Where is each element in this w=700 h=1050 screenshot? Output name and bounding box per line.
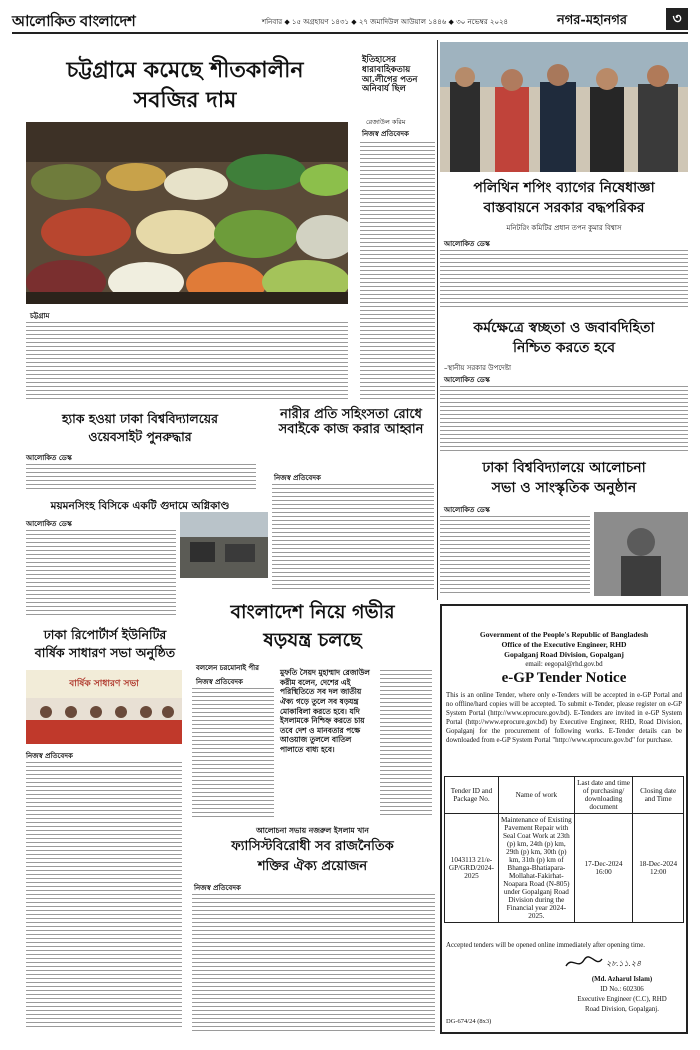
dhaka-web-headline-line2: ওয়েবসাইট পুনরুদ্ধার — [88, 429, 192, 444]
polythene-event-photo — [440, 42, 688, 172]
signer-office: Road Division, Gopalganj. — [585, 1006, 659, 1013]
workplace-subheadline: –স্থানীয় সরকার উপদেষ্টা — [444, 364, 512, 372]
conspiracy-kicker: বললেন চরমোনাই পীর — [196, 664, 260, 672]
antifascist-headline-line2: শক্তির ঐক্য প্রয়োজন — [257, 859, 368, 874]
conspiracy-dateline: নিজস্ব প্রতিবেদক — [196, 678, 243, 686]
tender-col-closing: Closing date and Time — [633, 777, 684, 814]
vegetable-market-photo — [26, 122, 348, 304]
tender-col-id: Tender ID and Package No. — [445, 777, 499, 814]
column-divider — [437, 40, 438, 600]
tender-body: This is an online Tender, where only e-Tenders will be accepted in e-GP Portal and no offline/hard copies will be accepted. To submit e-Tender, please register on e-GP System Portal (http://www.eprocure.gov.bd). E-Tenders are invited in e-GP System Portal (http://www.eprocure.gov.bd) by Executive Engineer, RHD, Road Division, Gopalganj for the procurement of following works. E-Tender details can be downloaded from e-GP System Portal "http://www.eprocure.gov.bd" for purchase. — [446, 692, 682, 744]
reporters-dateline: নিজস্ব প্রতিবেদক — [26, 752, 73, 760]
reporters-banner-text: বার্ষিক সাধারণ সভা — [69, 679, 139, 689]
reporters-meeting-photo — [26, 670, 182, 744]
lead-photo-caption: চট্টগ্রাম — [30, 312, 50, 320]
polythene-body-text — [440, 248, 688, 310]
conspiracy-body-text-right — [380, 668, 432, 818]
du-culture-body-text — [440, 514, 590, 596]
conspiracy-headline-line2: ষড়যন্ত্র চলছে — [263, 629, 362, 651]
antifascist-kicker: আলোচনা সভায় নজরুল ইসলাম খান — [256, 826, 369, 835]
section-name: নগর-মহানগর — [557, 13, 628, 28]
women-headline: নারীর প্রতি সহিংসতা রোধে সবাইকে কাজ করার আহ্বান — [278, 407, 424, 437]
tender-org-line1: Government of the People's Republic of Bangladesh — [479, 630, 649, 639]
table-row — [445, 814, 684, 923]
dhaka-web-body-text — [26, 462, 256, 492]
workplace-body-text — [440, 384, 688, 452]
du-culture-headline-line2: সভা ও সাংস্কৃতিক অনুষ্ঠান — [491, 480, 637, 496]
reporters-headline-line2: বার্ষিক সাধারণ সভা অনুষ্ঠিত — [34, 645, 176, 660]
dateline: শনিবার ◆ ১৫ অগ্রহায়ণ ১৪৩১ ◆ ২৭ জমাদিউল আউয়াল ১৪৪৬ ◆ ৩০ নভেম্বর ২০২৪ — [262, 18, 509, 26]
tender-col-purchase: Last date and time of purchasing/ downloading document — [574, 777, 633, 814]
dhaka-web-headline-line1: হ্যাক হওয়া ঢাকা বিশ্ববিদ্যালয়ের — [61, 411, 219, 426]
tender-org-line2: Office of the Executive Engineer, RHD — [501, 640, 627, 649]
lead-headline-line2: সবজির দাম — [133, 87, 237, 113]
tender-footer-note: Accepted tenders will be opened online immediately after opening time. — [446, 942, 645, 949]
tender-org-line3: Gopalganj Road Division, Gopalganj — [504, 650, 624, 659]
tender-email: email: eegopal@rhd.gov.bd — [525, 660, 603, 668]
polythene-dateline: আলোকিত ডেস্ক — [444, 240, 490, 248]
women-body-text — [272, 482, 434, 592]
du-culture-dateline: আলোকিত ডেস্ক — [444, 506, 490, 514]
du-culture-headline-line1: ঢাকা বিশ্ববিদ্যালয়ে আলোচনা — [482, 460, 646, 476]
dhaka-web-dateline: আলোকিত ডেস্ক — [26, 454, 72, 462]
conspiracy-body-text-left — [192, 686, 274, 818]
tender-purchase-cell: 17-Dec-2024 16:00 — [574, 814, 633, 923]
page-number: ৩ — [666, 8, 688, 30]
signature-date: ২৮.১১.২৪ — [606, 959, 642, 968]
mymensingh-dateline: আলোকিত ডেস্ক — [26, 520, 72, 528]
signature-mark — [564, 956, 604, 970]
history-body-text — [360, 140, 435, 400]
tender-table — [444, 776, 684, 923]
tender-title: e-GP Tender Notice — [501, 670, 627, 686]
signer-name: (Md. Azharul Islam) — [591, 976, 653, 983]
signer-id: ID No.: 602306 — [600, 986, 644, 993]
antifascist-body-text — [192, 892, 435, 1032]
workplace-dateline: আলোকিত ডেস্ক — [444, 376, 490, 384]
tender-work-cell: Maintenance of Existing Pavement Repair with Seal Coat Work at 23th (p) km, 24th (p) km, 29th (p) km, 30th (p) km, 31th (p) km of Bhanga-Bhatiapara-Mollahat-Fakirhat-Noapara Road (N-805) under Gopalganj Road Division during the Financial year 2024-2025. — [498, 814, 574, 923]
mymensingh-fire-photo — [180, 512, 268, 578]
du-culture-photo — [594, 512, 688, 596]
tender-notice-box — [440, 604, 688, 1034]
dg-number: DG-674/24 (8x3) — [446, 1018, 492, 1025]
history-byline: রেজাউল করিম — [366, 118, 406, 126]
lead-headline-line1: চট্টগ্রামে কমেছে শীতকালীন — [66, 57, 304, 83]
mymensingh-body-text — [26, 528, 176, 618]
newspaper-logo: আলোকিত বাংলাদেশ — [12, 12, 136, 30]
antifascist-dateline: নিজস্ব প্রতিবেদক — [194, 884, 241, 892]
antifascist-headline-line1: ফ্যাসিস্টবিরোধী সব রাজনৈতিক — [231, 839, 394, 854]
conspiracy-pull-quote: মুফতি সৈয়দ মুহাম্মাদ রেজাউল করীম বলেন, দেশের এই পরিস্থিতিতে সব দল জাতীয় ঐক্য গড়ে তুলে সব ষড়যন্ত্র মোকাবিলা করতে হবে। যদি ইসলামকে নিশ্চিহ্ন করতে চায় তবে দেশ ও মানবতার পক্ষে আওয়াজ তুললে বাতিল পালাতে বাধ্য হবে। — [280, 668, 370, 754]
masthead — [12, 8, 688, 34]
lead-reporter: নিজস্ব প্রতিবেদক — [362, 130, 409, 138]
tender-closing-cell: 18-Dec-2024 12:00 — [633, 814, 684, 923]
lead-body-text — [26, 320, 348, 402]
workplace-headline-line1: কর্মক্ষেত্রে স্বচ্ছতা ও জবাবদিহিতা — [473, 320, 655, 336]
workplace-headline-line2: নিশ্চিত করতে হবে — [512, 340, 616, 356]
tender-col-work: Name of work — [498, 777, 574, 814]
signer-title: Executive Engineer (C.C), RHD — [577, 996, 667, 1003]
women-dateline: নিজস্ব প্রতিবেদক — [274, 474, 321, 482]
mymensingh-headline: ময়মনসিংহ বিসিকে একটি গুদামে অগ্নিকাণ্ড — [50, 500, 230, 512]
polythene-headline-line1: পলিথিন শপিং ব্যাগের নিষেধাজ্ঞা — [473, 180, 655, 196]
polythene-headline-line2: বাস্তবায়নে সরকার বদ্ধপরিকর — [483, 200, 645, 216]
reporters-body-text — [26, 760, 182, 1030]
tender-id-cell: 1043113 21/e-GP/GRD/2024-2025 — [445, 814, 499, 923]
polythene-subheadline: মনিটরিং কমিটির প্রধান তপন কুমার বিশ্বাস — [506, 224, 622, 232]
conspiracy-headline-line1: বাংলাদেশ নিয়ে গভীর — [230, 601, 395, 623]
history-headline: ইতিহাসের ধারাবাহিকতায় আ.লীগের পতন অনিবার্য ছিল — [362, 55, 418, 95]
reporters-headline-line1: ঢাকা রিপোর্টার্স ইউনিটির — [43, 627, 167, 642]
